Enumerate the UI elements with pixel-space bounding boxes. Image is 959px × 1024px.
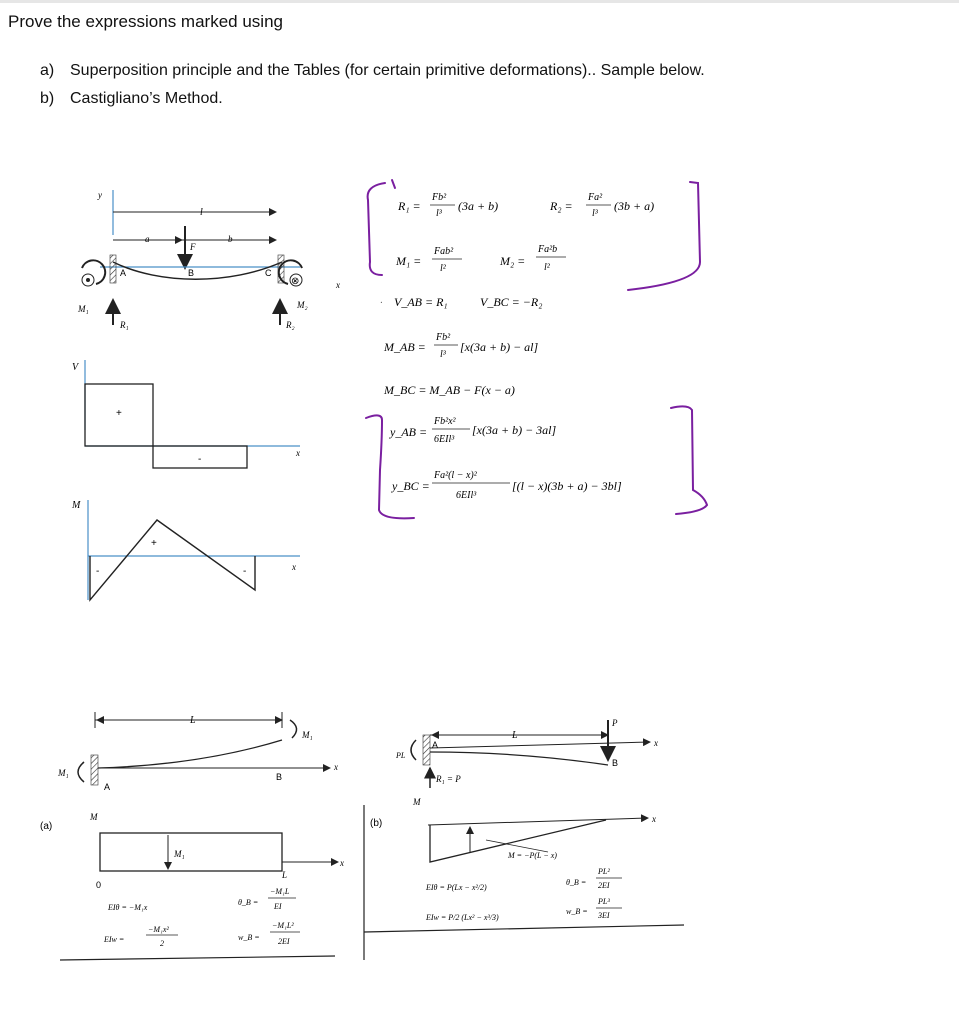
a-wall-moment-arc [78, 762, 84, 782]
shear-x-label: x [296, 448, 300, 458]
shear-axis-label: V [72, 362, 79, 373]
a-point-b: B [276, 772, 283, 782]
a-zero: 0 [96, 880, 102, 890]
b-deflection-curve [430, 752, 608, 765]
a-l-label: L [190, 715, 196, 726]
b-thetab-lhs: θ_B = [566, 878, 587, 887]
b-point-a: A [432, 740, 439, 750]
bracket-top-left-tick [392, 180, 395, 188]
item-b-label: b) [40, 90, 55, 107]
b-pl-label: PL [396, 751, 406, 760]
m2-num: Fa²b [538, 244, 558, 255]
b-wb-den: 3EI [598, 911, 610, 920]
yab-den: 6EIl³ [434, 434, 455, 445]
deflected-beam [113, 262, 282, 279]
mab-lhs: M_AB = [384, 340, 426, 354]
b-x-label-2: x [652, 814, 656, 824]
b-l-label: L [512, 730, 518, 741]
r2-tail: (3b + a) [614, 199, 655, 213]
a-underline [60, 956, 335, 960]
formula-block [380, 192, 654, 501]
m1-den: l² [440, 263, 446, 274]
b-underline [364, 925, 684, 932]
cantilever-moment-figure [40, 712, 344, 960]
a-m1-rect: M₁ [174, 849, 185, 859]
yab-num: Fb²x² [434, 416, 456, 427]
r2-den: l³ [592, 208, 598, 219]
mab-num: Fb² [436, 332, 451, 343]
ybc-den: 6EIl³ [456, 490, 477, 501]
r2-lhs: R₂ = [550, 199, 573, 213]
b-wall [423, 735, 430, 765]
a-l-bottom: L [282, 870, 288, 880]
a-thetab-num: −M₁L [270, 887, 290, 896]
r1-lhs: R₁ = [398, 199, 421, 213]
dim-l-label: l [200, 207, 203, 218]
ybc-lhs: y_BC = [392, 479, 430, 493]
v-ab: V_AB = R₁ [394, 295, 448, 309]
m2-lhs: M₂ = [500, 254, 526, 268]
point-b: B [188, 268, 195, 278]
a-thetab-lhs: θ_B = [238, 898, 259, 907]
b-wb-num: PL³ [598, 897, 610, 906]
a-thetab-den: EI [274, 902, 282, 911]
r1-den: l³ [436, 208, 442, 219]
moment-diagram [71, 500, 300, 600]
a-deflection-curve [98, 740, 282, 768]
moment-m1-dot-icon [86, 278, 90, 282]
b-wb-lhs: w_B = [566, 907, 588, 916]
moment-x-label: x [292, 562, 296, 572]
svg-text:·: · [380, 298, 383, 309]
ybc-tail: [(l − x)(3b + a) − 3bl] [512, 479, 622, 493]
shear-plus: + [116, 408, 122, 419]
r1-num: Fb² [432, 192, 447, 203]
moment-axis-label: M [72, 500, 81, 511]
a-m1-left: M₁ [58, 768, 69, 778]
v-bc: V_BC = −R₂ [480, 295, 543, 309]
yab-tail: [x(3a + b) − 3al] [472, 423, 557, 437]
dim-a-label: a [145, 234, 150, 244]
label-r2: R₂ [286, 320, 295, 330]
x-label: x [336, 280, 340, 290]
item-a-text: Superposition principle and the Tables (for certain primitive deformations).. Sample below. [70, 62, 705, 79]
a-m-axis: M [90, 812, 98, 822]
ybc-num: Fa²(l − x)² [434, 470, 477, 481]
moment-plus: + [151, 538, 157, 549]
a-moment-rect [100, 833, 282, 871]
bracket-bottom-right [671, 406, 707, 514]
r1-tail: (3a + b) [458, 199, 499, 213]
a-moment-arc [290, 720, 297, 738]
b-r1-label: R₁ = P [436, 774, 461, 784]
m2-den: l² [544, 262, 550, 273]
mab-tail: [x(3a + b) − al] [460, 340, 539, 354]
item-b-text: Castigliano’s Method. [70, 90, 223, 107]
b-tag: (b) [370, 818, 383, 829]
a-defl-num: −M₁x² [148, 925, 169, 934]
b-thetab-num: PL² [598, 867, 610, 876]
b-m-axis: M [413, 797, 421, 807]
a-m1-right: M₁ [302, 730, 313, 740]
point-c: C [265, 268, 272, 278]
shear-minus: - [198, 454, 202, 465]
a-defl-lhs: EIw = [104, 935, 125, 944]
yab-lhs: y_AB = [390, 425, 428, 439]
moment-m2-cross-icon: ⊗ [291, 276, 300, 287]
mbc: M_BC = M_AB − F(x − a) [384, 383, 515, 397]
label-m2: M₂ [297, 300, 308, 310]
problem-prompt: Prove the expressions marked using [8, 12, 283, 31]
b-defl-eq: EIw = P/2 (Lx² − x³/3) [426, 913, 499, 922]
fixed-beam-figure [77, 190, 340, 330]
b-wall-moment-arc [411, 740, 416, 760]
y-label: y [98, 190, 102, 200]
item-a-label: a) [40, 62, 55, 79]
b-slope-eq: EIθ = P(Lx − x²/2) [426, 883, 487, 892]
b-p-label: P [612, 718, 618, 728]
force-f-label: F [190, 242, 196, 252]
a-point-a: A [104, 782, 111, 792]
shear-diagram [72, 360, 300, 468]
a-wb-num: −M₁L² [272, 921, 294, 930]
point-a: A [120, 268, 127, 278]
a-wb-lhs: w_B = [238, 933, 260, 942]
m1-lhs: M₁ = [396, 254, 422, 268]
moment-minus-left: - [96, 566, 100, 577]
b-point-b: B [612, 758, 619, 768]
a-x-label: x [334, 762, 338, 772]
a-wall [91, 755, 98, 785]
b-thetab-den: 2EI [598, 881, 610, 890]
cantilever-point-load-figure [364, 718, 684, 932]
moment-curve [90, 520, 255, 600]
m1-num: Fab² [434, 246, 454, 257]
mab-den: l³ [440, 349, 446, 360]
a-wb-den: 2EI [278, 937, 290, 946]
a-x-label-2: x [340, 858, 344, 868]
a-tag: (a) [40, 821, 53, 832]
label-r1: R₁ [120, 320, 129, 330]
support-left [110, 255, 116, 283]
a-slope-eq: EIθ = −M₁x [108, 903, 148, 912]
b-moment-label: M = −P(L − x) [508, 851, 557, 860]
b-x-label: x [654, 738, 658, 748]
b-x-axis [430, 742, 650, 748]
label-m1: M₁ [78, 304, 89, 314]
moment-minus-right: - [243, 566, 247, 577]
dim-b-label: b [228, 234, 233, 244]
r2-num: Fa² [588, 192, 603, 203]
a-defl-den: 2 [160, 939, 164, 948]
bracket-top-left [368, 183, 385, 275]
